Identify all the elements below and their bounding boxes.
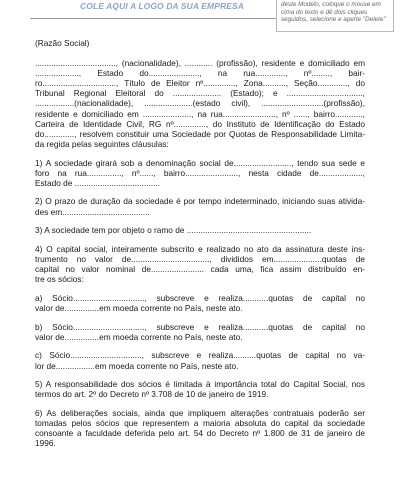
text-line: 4) O capital social, inteiramente subscrito e realizado no ato da assinatura deste ins- (35, 243, 365, 254)
text-line: Tribunal Regional Eleitoral do ..................... (Estado); e ................................., (35, 88, 365, 99)
clause-6-deliberations (35, 408, 365, 448)
text-line: ro................................, Título de Eleitor nº.............., Zona.........., Seção............., do (35, 78, 365, 89)
text-line: Carteira de Identidade Civil, RG nº.............., do Instituto de Identificação do Estado (35, 118, 365, 129)
clause-4c-partner (35, 350, 365, 370)
text-line: foro na rua..............., nº......, bairro......................., nesta cidade de..................., (35, 167, 365, 178)
text-line: trumento no valor de.................................., divididos em.....................quotas de (35, 253, 365, 264)
text-line: tre os sócios: (35, 274, 84, 285)
text-line: .................(nacionalidade), .....................(estado civil), ...........................(profissão), (35, 98, 365, 109)
clause-4b-partner (35, 322, 365, 342)
text-line: des em...................................... (35, 206, 150, 217)
text-line: ..................., Estado do......................, na rua............., nº........, bair- (35, 68, 365, 79)
text-line: residente e domiciliado em ....................., na rua......................., nº ......, bairro............, (35, 108, 365, 119)
clause-3-object (35, 225, 365, 235)
text-line: da regida pelas seguintes cláusulas: (35, 138, 169, 149)
company-name-heading: (Razão Social) (35, 38, 90, 48)
text-line: c) Sócio..............................., subscreve e realiza..........quotas de capital no va- (35, 350, 365, 361)
clause-4-capital (35, 244, 365, 284)
text-line: 1) A sociedade girará sob a denominação social de........................., tendo sua sede e (35, 157, 365, 168)
clause-5-liability (35, 379, 365, 399)
text-line: 5) A responsabilidade dos sócios é limitada à importância total do Capital Social, nos (35, 379, 365, 390)
clause-4a-partner (35, 293, 365, 313)
contract-body (35, 38, 365, 457)
text-line: 1996. (35, 438, 56, 449)
logo-placeholder: COLE AQUI A LOGO DA SUA EMPRESA (80, 1, 244, 11)
text-line: a) Sócio..............................., subscreve e realiza...........quotas de capital no (35, 292, 365, 303)
text-line: 6) As deliberações sociais, ainda que impliquem alterações contratuais poderão ser (35, 407, 365, 418)
text-line: 3) A sociedade tem por objeto o ramo de ...................................................... (35, 225, 312, 236)
text-line: consoante a faculdade deferida pelo art. 54 do Decreto nº 1.800 de 31 de janeiro de (35, 428, 365, 439)
clauses-container (35, 58, 365, 448)
text-line: valor de...............em moeda corrente no País, neste ato. (35, 302, 243, 313)
qualification-paragraph (35, 58, 365, 149)
text-line: termos do art. 2º do Decreto nº 3.708 de 10 de janeiro de 1919. (35, 389, 269, 400)
text-line: do............., resolvem constituir uma Sociedade por Quotas de Responsabilidade Limita- (35, 128, 365, 139)
text-line: Estado de ..................................... (35, 177, 160, 188)
text-line: valor de...............em moeda corrente no País, neste ato. (35, 331, 243, 342)
text-line: 2) O prazo de duração da sociedade é por tempo indeterminado, iniciando suas ativida- (35, 196, 365, 207)
instruction-note: deste Modelo, coloque o mouse em cima do texto e dê dois cliques seguidos, selecione e aperte "Delete" (276, 0, 394, 32)
text-line: lor de.................em moeda corrente no País, neste ato. (35, 360, 239, 371)
text-line: tomadas pelos sócios que representem a maioria absoluta do capital da sociedade (35, 418, 365, 429)
text-line: capital no valor nominal de....................... cada uma, fica assim distribuído en- (35, 264, 365, 275)
text-line: b) Sócio..............................., subscreve e realiza...........quotas de capital no (35, 321, 365, 332)
text-line: ..................................., (nacionalidade), ............ (profissão), residente e domiciliado em (35, 58, 365, 69)
clause-2-duration (35, 196, 365, 216)
clause-1-denomination (35, 158, 365, 188)
